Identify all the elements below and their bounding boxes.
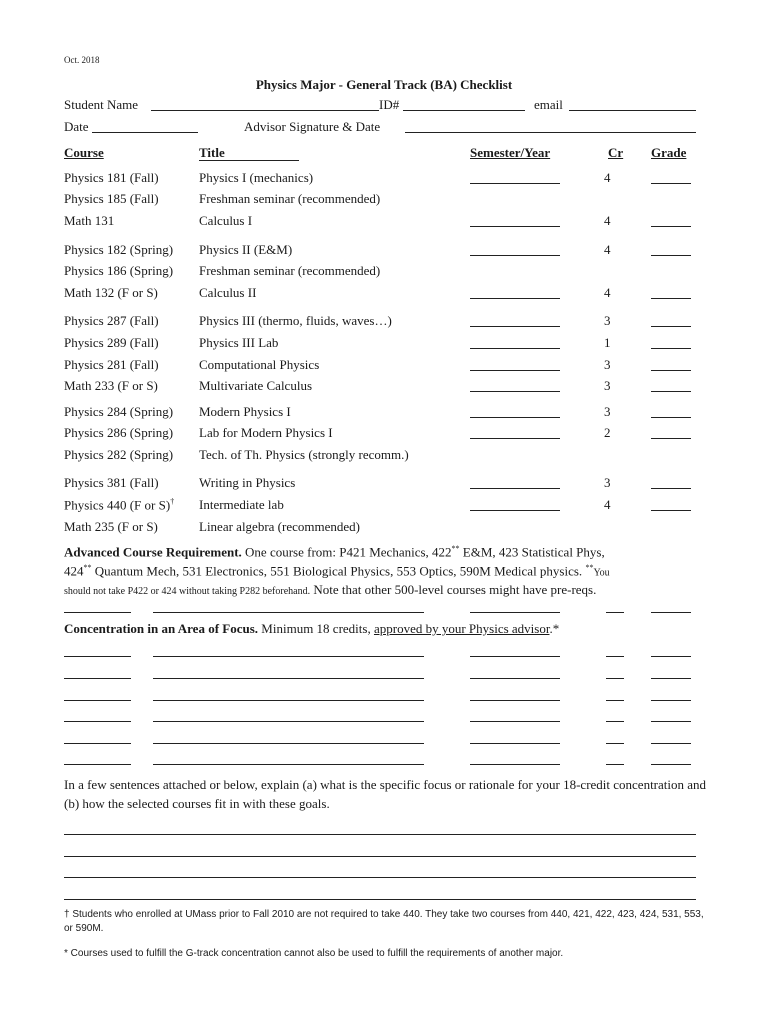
grade-blank[interactable]: [651, 612, 691, 613]
grade-field[interactable]: [651, 391, 691, 392]
course-title: Multivariate Calculus: [199, 378, 313, 393]
course-row: [0, 475, 768, 495]
credits: 3: [604, 475, 611, 490]
credits: 4: [604, 497, 611, 512]
course-blank[interactable]: [64, 743, 131, 744]
course-row: [0, 378, 768, 398]
writing-line[interactable]: [64, 899, 696, 900]
grade-blank[interactable]: [651, 764, 691, 765]
course-title: Writing in Physics: [199, 475, 296, 490]
date-field[interactable]: [92, 132, 198, 133]
advisor-signature-field[interactable]: [405, 132, 696, 133]
course-row: [0, 191, 768, 211]
credits: 3: [604, 378, 611, 393]
course-title: Calculus II: [199, 285, 257, 300]
course-code: Math 132 (F or S): [64, 285, 158, 300]
course-title: Physics I (mechanics): [199, 170, 314, 185]
semester-field[interactable]: [470, 417, 560, 418]
semester-blank[interactable]: [470, 700, 560, 701]
course-title: Physics III (thermo, fluids, waves…): [199, 313, 392, 328]
course-row: [0, 313, 768, 333]
course-row: [0, 357, 768, 377]
semester-field[interactable]: [470, 348, 560, 349]
course-title: Freshman seminar (recommended): [199, 191, 381, 206]
course-code: Physics 440 (F or S)†: [64, 497, 175, 513]
course-code: Math 233 (F or S): [64, 378, 158, 393]
column-header-title: Title: [199, 145, 299, 161]
grade-field[interactable]: [651, 255, 691, 256]
credits-blank[interactable]: [606, 721, 624, 722]
title-blank[interactable]: [153, 721, 424, 722]
semester-blank[interactable]: [470, 764, 560, 765]
concentration-entry: [0, 678, 768, 680]
semester-field[interactable]: [470, 510, 560, 511]
concentration-heading: Concentration in an Area of Focus. Minimum 18 credits, approved by your Physics advisor.*: [64, 621, 560, 636]
course-title: Computational Physics: [199, 357, 320, 372]
semester-field[interactable]: [470, 438, 560, 439]
semester-blank[interactable]: [470, 743, 560, 744]
course-code: Physics 281 (Fall): [64, 357, 159, 372]
course-row: [0, 263, 768, 283]
course-code: Physics 186 (Spring): [64, 263, 174, 278]
email-label: email: [534, 97, 563, 112]
credits: 2: [604, 425, 611, 440]
credits: 3: [604, 313, 611, 328]
credits-blank[interactable]: [606, 743, 624, 744]
course-title: Physics II (E&M): [199, 242, 293, 257]
course-blank[interactable]: [64, 700, 131, 701]
id-field[interactable]: [403, 110, 525, 111]
writing-line[interactable]: [64, 856, 696, 857]
advanced-requirement: Advanced Course Requirement. One course from: P421 Mechanics, 422** E&M, 423 Statistical Phys, 424** Quantum Mech, 531 Electronics, 551 Biological Physics, 553 Optics, 590M Medical physics. **You should not take P422 or 424 without taking P282 beforehand. Note that other 500-level courses might have pre-reqs.: [64, 544, 610, 597]
course-blank[interactable]: [64, 656, 131, 657]
concentration-entry: [0, 743, 768, 745]
email-field[interactable]: [569, 110, 696, 111]
id-label: ID#: [379, 97, 400, 112]
course-code: Physics 181 (Fall): [64, 170, 159, 185]
student-name-label: Student Name: [64, 97, 139, 112]
semester-field[interactable]: [470, 226, 560, 227]
advanced-course-entry: [0, 612, 768, 614]
grade-field[interactable]: [651, 326, 691, 327]
grade-field[interactable]: [651, 488, 691, 489]
date-label: Date: [64, 119, 89, 134]
credits: 4: [604, 285, 611, 300]
course-code: Math 131: [64, 213, 115, 228]
credits-blank[interactable]: [606, 612, 624, 613]
column-header-credits: Cr: [608, 145, 624, 160]
credits: 3: [604, 404, 611, 419]
writing-line[interactable]: [64, 877, 696, 878]
grade-field[interactable]: [651, 226, 691, 227]
grade-field[interactable]: [651, 510, 691, 511]
course-row: [0, 170, 768, 190]
grade-field[interactable]: [651, 298, 691, 299]
course-row: [0, 285, 768, 305]
course-blank[interactable]: [64, 764, 131, 765]
title-blank[interactable]: [153, 743, 424, 744]
dagger-mark: †: [170, 497, 175, 506]
title-blank[interactable]: [153, 678, 424, 679]
course-code: Physics 284 (Spring): [64, 404, 174, 419]
grade-field[interactable]: [651, 183, 691, 184]
course-code: Physics 287 (Fall): [64, 313, 159, 328]
column-header-course: Course: [64, 145, 104, 160]
grade-field[interactable]: [651, 438, 691, 439]
course-code: Math 235 (F or S): [64, 519, 158, 534]
concentration-entry: [0, 656, 768, 658]
credits-blank[interactable]: [606, 656, 624, 657]
semester-field[interactable]: [470, 391, 560, 392]
course-blank[interactable]: [64, 678, 131, 679]
course-title: Lab for Modern Physics I: [199, 425, 333, 440]
footnote-dagger: † Students who enrolled at UMass prior to Fall 2010 are not required to take 440. They take two courses from 440, 421, 422, 423, 424, 531, 553, or 590M.: [64, 909, 704, 934]
concentration-entry: [0, 764, 768, 766]
credits: 4: [604, 170, 611, 185]
grade-blank[interactable]: [651, 721, 691, 722]
course-row: [0, 335, 768, 355]
student-name-field[interactable]: [151, 110, 379, 111]
title-blank[interactable]: [153, 700, 424, 701]
grade-blank[interactable]: [651, 700, 691, 701]
grade-field[interactable]: [651, 370, 691, 371]
course-row: [0, 497, 768, 517]
course-row: [0, 447, 768, 467]
credits: 3: [604, 357, 611, 372]
semester-blank[interactable]: [470, 612, 560, 613]
semester-field[interactable]: [470, 255, 560, 256]
title-blank[interactable]: [153, 656, 424, 657]
writing-line[interactable]: [64, 834, 696, 835]
course-code: Physics 182 (Spring): [64, 242, 174, 257]
grade-blank[interactable]: [651, 656, 691, 657]
column-header-semester: Semester/Year: [470, 145, 551, 160]
semester-field[interactable]: [470, 298, 560, 299]
grade-field[interactable]: [651, 348, 691, 349]
concentration-entry: [0, 721, 768, 723]
document-title: Physics Major - General Track (BA) Checklist: [255, 77, 513, 92]
semester-blank[interactable]: [470, 721, 560, 722]
course-row: [0, 519, 768, 539]
title-blank[interactable]: [153, 764, 424, 765]
semester-field[interactable]: [470, 488, 560, 489]
credits-blank[interactable]: [606, 764, 624, 765]
course-code: Physics 289 (Fall): [64, 335, 159, 350]
title-blank[interactable]: [153, 612, 424, 613]
course-row: [0, 213, 768, 233]
credits-blank[interactable]: [606, 678, 624, 679]
course-title: Intermediate lab: [199, 497, 284, 512]
course-code: Physics 282 (Spring): [64, 447, 174, 462]
semester-field[interactable]: [470, 326, 560, 327]
advisor-signature-label: Advisor Signature & Date: [244, 119, 381, 134]
course-code: Physics 185 (Fall): [64, 191, 159, 206]
grade-blank[interactable]: [651, 678, 691, 679]
course-title: Linear algebra (recommended): [199, 519, 360, 534]
credits: 4: [604, 213, 611, 228]
course-title: Modern Physics I: [199, 404, 291, 419]
concentration-entry: [0, 700, 768, 702]
explanation-prompt: In a few sentences attached or below, explain (a) what is the specific focus or rationale for your 18-credit concentration and (b) how the selected courses fit in with these goals.: [64, 777, 707, 811]
semester-field[interactable]: [470, 183, 560, 184]
course-code: Physics 381 (Fall): [64, 475, 159, 490]
course-blank[interactable]: [64, 721, 131, 722]
document-date: Oct. 2018: [64, 55, 100, 65]
column-header-grade: Grade: [651, 145, 687, 160]
course-title: Tech. of Th. Physics (strongly recomm.): [199, 447, 409, 462]
course-code: Physics 286 (Spring): [64, 425, 174, 440]
course-title: Calculus I: [199, 213, 253, 228]
course-row: [0, 425, 768, 445]
footnote-asterisk: * Courses used to fulfill the G-track concentration cannot also be used to fulfill the requirements of another major.: [64, 948, 564, 959]
credits: 1: [604, 335, 611, 350]
course-blank[interactable]: [64, 612, 131, 613]
course-title: Physics III Lab: [199, 335, 279, 350]
grade-field[interactable]: [651, 417, 691, 418]
credits-blank[interactable]: [606, 700, 624, 701]
course-title: Freshman seminar (recommended): [199, 263, 381, 278]
course-row: [0, 242, 768, 262]
course-row: [0, 404, 768, 424]
credits: 4: [604, 242, 611, 257]
semester-field[interactable]: [470, 370, 560, 371]
semester-blank[interactable]: [470, 678, 560, 679]
grade-blank[interactable]: [651, 743, 691, 744]
semester-blank[interactable]: [470, 656, 560, 657]
